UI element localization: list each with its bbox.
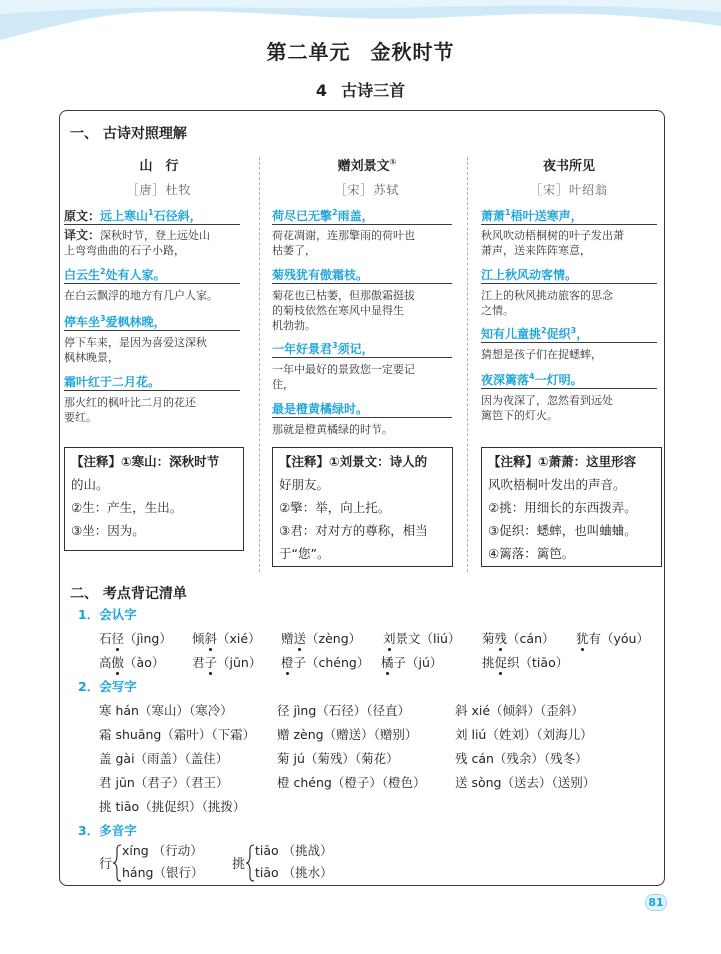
underline	[481, 388, 657, 389]
section-2-heading: 二、 考点背记清单	[70, 586, 187, 602]
poem-header-3	[476, 155, 662, 198]
poem3-line4: 夜深篱落$^4$一灯明。	[481, 372, 583, 387]
poem2-line2: 菊残犹有傲霜枝。	[272, 268, 369, 282]
poem2-trans1: 荷花凋谢，连那擎雨的荷叶也 枯萎了，	[272, 229, 415, 257]
poem-title: 夜书所见	[542, 159, 595, 174]
poem3-line3: 知有儿童挑$^2$促织$^3$，	[481, 326, 589, 341]
poem2-trans3: 一年中最好的景致您一定要记 住，	[272, 363, 415, 391]
poem1-trans2: 在白云飘浮的地方有几户人家。	[64, 289, 218, 302]
underline	[272, 283, 452, 284]
poem1-trans1: 译文：深秋时节，登上远处山 上弯弯曲曲的石子小路，	[64, 228, 211, 257]
poem2-trans2: 菊花也已枯萎，但那傲霜挺拔 的菊枝依然在寒风中显得生 机勃勃。	[272, 289, 415, 332]
polyphone-readings: xíng （行动） háng（银行）	[122, 843, 204, 880]
poem-author: ［宋］叶绍翁	[529, 183, 608, 197]
recognize-word: 菊残（cán）	[482, 631, 555, 646]
poem1-line1: 原文：远上寒山$^1$石径斜，	[64, 208, 202, 223]
poem1-line4: 霜叶红于二月花。	[64, 375, 161, 389]
write-word: 盖 gài（雨盖）（盖住）	[99, 751, 229, 766]
write-word: 径 jìng（石径）（径直）	[277, 703, 411, 718]
underline	[64, 224, 240, 225]
underline	[481, 283, 657, 284]
poem3-trans3: 猜想是孩子们在捉蟋蟀，	[481, 348, 602, 361]
polyphone-char: 挑	[232, 857, 246, 872]
poem-author: ［唐］杜牧	[126, 183, 192, 197]
recognize-word: 君子（jūn）	[192, 655, 262, 670]
poem3-trans1: 秋风吹动梧桐树的叶子发出萧 萧声，送来阵阵寒意，	[481, 229, 624, 257]
polyphone-readings: tiāo （挑战） tiāo （挑水）	[255, 843, 333, 880]
write-word: 刘 liú（姓刘）（刘海儿）	[455, 727, 593, 742]
recognize-word: 橘子（jú）	[381, 655, 443, 670]
recognize-word: 赠送（zèng）	[281, 631, 362, 646]
recognize-word: 犹有（yóu）	[576, 631, 649, 646]
section-1-heading: 一、 古诗对照理解	[70, 126, 187, 142]
poem3-trans2: 江上的秋风挑动旅客的思念 之情。	[481, 289, 613, 317]
page-number: 81	[645, 894, 667, 911]
poem1-notes: 【注释】①寒山：深秋时节 的山。 ②生：产生，生出。 ③坐：因为。	[64, 447, 244, 551]
write-word: 斜 xié（倾斜）（歪斜）	[455, 703, 584, 718]
unit-theme: 金秋时节	[370, 40, 455, 64]
write-word: 君 jūn（君子）（君王）	[99, 775, 229, 790]
poem1-trans4: 那火红的枫叶比二月的花还 要红。	[64, 396, 196, 424]
poem1-line2: 白云生$^2$处有人家。	[64, 267, 166, 282]
underline	[64, 330, 240, 331]
lesson-number: 4	[315, 81, 328, 100]
poem2-line4: 最是橙黄橘绿时。	[272, 402, 369, 416]
poem-header-1	[64, 155, 254, 198]
column-divider	[259, 157, 260, 572]
recognize-word: 石径（jìng）	[99, 631, 172, 646]
recognize-word: 倾斜（xié）	[192, 631, 261, 646]
poem2-line1: 荷尽已无擎$^2$雨盖，	[272, 208, 374, 223]
poem3-line2: 江上秋风动客情。	[481, 268, 578, 282]
subsection-recognize: 1．会认字	[78, 607, 137, 622]
recognize-word: 高傲（ào）	[99, 655, 165, 670]
poem3-trans4: 因为夜深了，忽然看到远处 篱笆下的灯火。	[481, 394, 613, 422]
poem2-line3: 一年好景君$^3$须记，	[272, 341, 374, 356]
write-word: 橙 chéng（橙子）（橙色）	[277, 775, 426, 790]
poem2-trans4: 那就是橙黄橘绿的时节。	[272, 423, 393, 436]
write-word: 残 cán（残余）（残冬）	[455, 751, 588, 766]
poem1-line3: 停车坐$^3$爱枫林晚，	[64, 314, 166, 329]
subsection-write: 2．会写字	[78, 679, 137, 694]
brace-icon	[245, 843, 255, 883]
unit-title	[0, 36, 721, 65]
recognize-word: 刘景文（liú）	[383, 631, 461, 646]
write-word: 菊 jú（菊残）（菊花）	[277, 751, 399, 766]
write-word: 寒 hán（寒山）（寒冷）	[99, 703, 233, 718]
underline	[272, 357, 452, 358]
write-word: 送 sòng（送去）（送别）	[455, 775, 596, 790]
subsection-polyphone: 3．多音字	[78, 823, 137, 838]
poem2-notes: 【注释】①刘景文：诗人的 好朋友。 ②擎：举，向上托。 ③君：对对方的尊称，相当 于“您”。	[272, 447, 453, 567]
recognize-word: 橙子（chéng）	[281, 655, 370, 670]
unit-label: 第二单元	[266, 40, 351, 64]
polyphone-char: 行	[99, 857, 113, 872]
lesson-title	[0, 78, 721, 101]
poem3-line1: 萧萧$^1$梧叶送寒声，	[481, 208, 583, 223]
lesson-name: 古诗三首	[341, 81, 406, 100]
poem-title: 山 行	[139, 159, 179, 174]
poem1-trans3: 停下车来，是因为喜爱这深秋 枫林晚景，	[64, 336, 207, 364]
underline	[481, 224, 657, 225]
underline	[272, 417, 452, 418]
poem-header-2	[272, 155, 462, 198]
write-word: 赠 zèng（赠送）（赠别）	[277, 727, 418, 742]
column-divider	[467, 157, 468, 572]
poem3-notes: 【注释】①萧萧：这里形容 风吹梧桐叶发出的声音。 ②挑：用细长的东西拨弄。 ③促织：蟋蟀，也叫蛐蛐。 ④篱落：篱笆。	[481, 447, 662, 567]
brace-icon	[112, 843, 122, 883]
recognize-word: 挑促织（tiāo）	[482, 655, 569, 670]
write-word: 挑 tiāo（挑促织）（挑拨）	[99, 799, 246, 814]
poem-author: ［宋］苏轼	[334, 183, 400, 197]
underline	[481, 342, 657, 343]
underline	[64, 390, 240, 391]
underline	[64, 283, 240, 284]
poem-title: 赠刘景文①	[337, 157, 397, 174]
write-word: 霜 shuāng（霜叶）（下霜）	[99, 727, 256, 742]
underline	[272, 224, 452, 225]
